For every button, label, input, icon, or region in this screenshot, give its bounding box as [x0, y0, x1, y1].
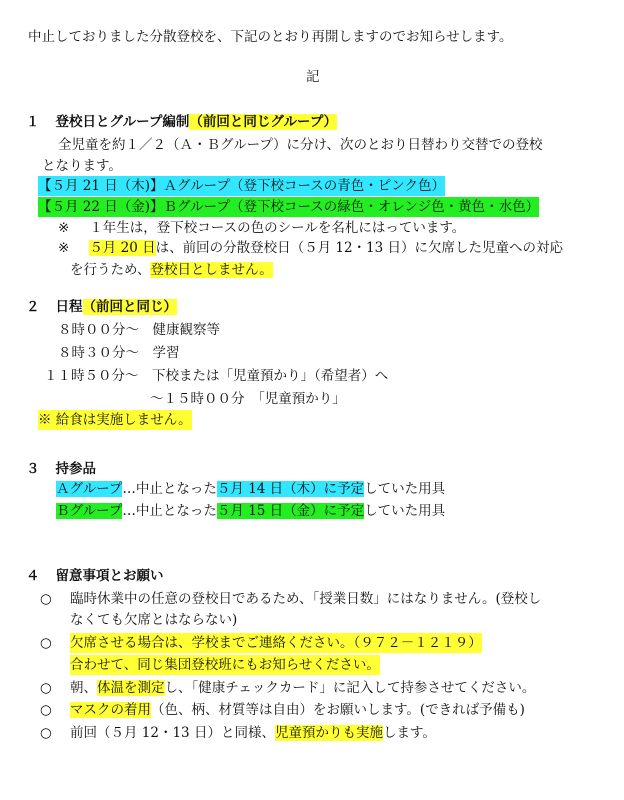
items-group-b-label: Ｂグループ [56, 503, 123, 519]
bullet-3: ○ [40, 680, 52, 696]
day-b-schedule: 【５月 22 日（金)】Ｂグループ（登下校コースの緑色・オレンジ色・黄色・水色） [38, 199, 540, 215]
items-group-a [56, 479, 445, 499]
section-4-title: 留意事項とお願い [55, 568, 164, 584]
note-2-mark: ※ [58, 240, 70, 256]
section-3-number: ３ [26, 461, 40, 477]
note-2-line-2b: 登校日としません。 [150, 262, 273, 278]
notice-3-highlight: 体温を測定 [97, 680, 165, 696]
notice-2: 欠席させる場合は、学校までご連絡ください。（９７２－１２１９） [70, 635, 482, 651]
items-group-b-mid: …中止となった [122, 503, 217, 519]
day-a-schedule: 【５月 21 日（木)】Ａグループ（登下校コースの青色・ピンク色） [38, 178, 446, 194]
schedule-row-1: ８時００分～ 健康観察等 [58, 322, 220, 338]
note-2 [58, 238, 563, 258]
section-2-note: （前回と同じ） [82, 299, 177, 315]
note-1 [58, 218, 465, 238]
bullet-2: ○ [40, 635, 52, 651]
items-group-a-label: Ａグループ [56, 481, 123, 497]
bullet-4: ○ [40, 702, 52, 718]
section-2-number: ２ [26, 299, 40, 315]
schedule-row-4: ～１５時００分 「児童預かり」 [150, 391, 346, 407]
notice-3-a: 朝、 [70, 680, 97, 696]
section-1-body-1: 全児童を約１／２（Ａ・Ｂグループ）に分け、次のとおり日替わり交替での登校 [58, 137, 543, 153]
items-group-a-date: ５月 14 日（木）に予定 [216, 481, 365, 497]
section-1-title: 登校日とグループ編制 [55, 114, 190, 130]
lunch-note: ※ 給食は実施しません。 [38, 412, 192, 428]
intro-text: 中止しておりました分散登校を、下記のとおり再開しますのでお知らせします。 [28, 29, 513, 45]
items-group-b-date: ５月 15 日（金）に予定 [216, 503, 365, 519]
section-2-heading [26, 297, 177, 317]
section-1-body-2: となります。 [42, 158, 122, 174]
section-1-number: １ [26, 114, 40, 130]
section-1-note: （前回と同じグループ） [189, 114, 337, 130]
section-3-title: 持参品 [55, 461, 96, 477]
notice-5-a: 前回（５月 12・13 日）と同様、 [70, 725, 275, 741]
notice-4-b: （色、柄、材質等は自由）をお願いします。(できれば予備も) [151, 702, 525, 718]
note-2-line-2a: を行うため、 [70, 262, 151, 278]
notice-4 [70, 700, 525, 720]
note-2-date: ５月 20 日 [89, 240, 156, 256]
items-group-a-end: していた用具 [364, 481, 446, 497]
notice-3-b: し、「健康チェックカード」に記入して持参させてください。 [164, 680, 536, 696]
notice-3 [70, 678, 535, 698]
notice-5-b: します。 [382, 725, 436, 741]
items-group-b [56, 501, 445, 521]
notice-1: 臨時休業中の任意の登校日であるため、「授業日数」にはなりません。(登校し [70, 591, 542, 607]
notice-2-cont: 合わせて、同じ集団登校班にもお知らせください。 [70, 657, 380, 673]
note-1-mark: ※ [58, 220, 70, 236]
notice-1-cont: なくても欠席とはならない) [70, 612, 238, 628]
bullet-5: ○ [40, 725, 52, 741]
note-1-text: １年生は，登下校コースの色のシールを名札にはっています。 [89, 220, 466, 236]
schedule-row-2: ８時３０分～ 学習 [58, 345, 180, 361]
bullet-1: ○ [40, 591, 52, 607]
section-2-title: 日程 [55, 299, 83, 315]
notice-5 [70, 723, 436, 743]
notice-5-highlight: 児童預かりも実施 [274, 725, 383, 741]
items-group-a-mid: …中止となった [122, 481, 217, 497]
note-2-line-2 [70, 260, 273, 280]
section-4-number: ４ [26, 568, 40, 584]
section-3-heading [26, 459, 96, 479]
schedule-row-3: １１時５０分～ 下校または「児童預かり」（希望者）へ [44, 368, 389, 384]
ki-heading: 記 [306, 69, 320, 85]
notice-4-highlight: マスクの着用 [70, 702, 151, 718]
section-1-heading [26, 112, 337, 132]
items-group-b-end: していた用具 [364, 503, 446, 519]
note-2-text: は、前回の分散登校日（５月 12・13 日）に欠席した児童への対応 [155, 240, 564, 256]
section-4-heading [26, 566, 164, 586]
